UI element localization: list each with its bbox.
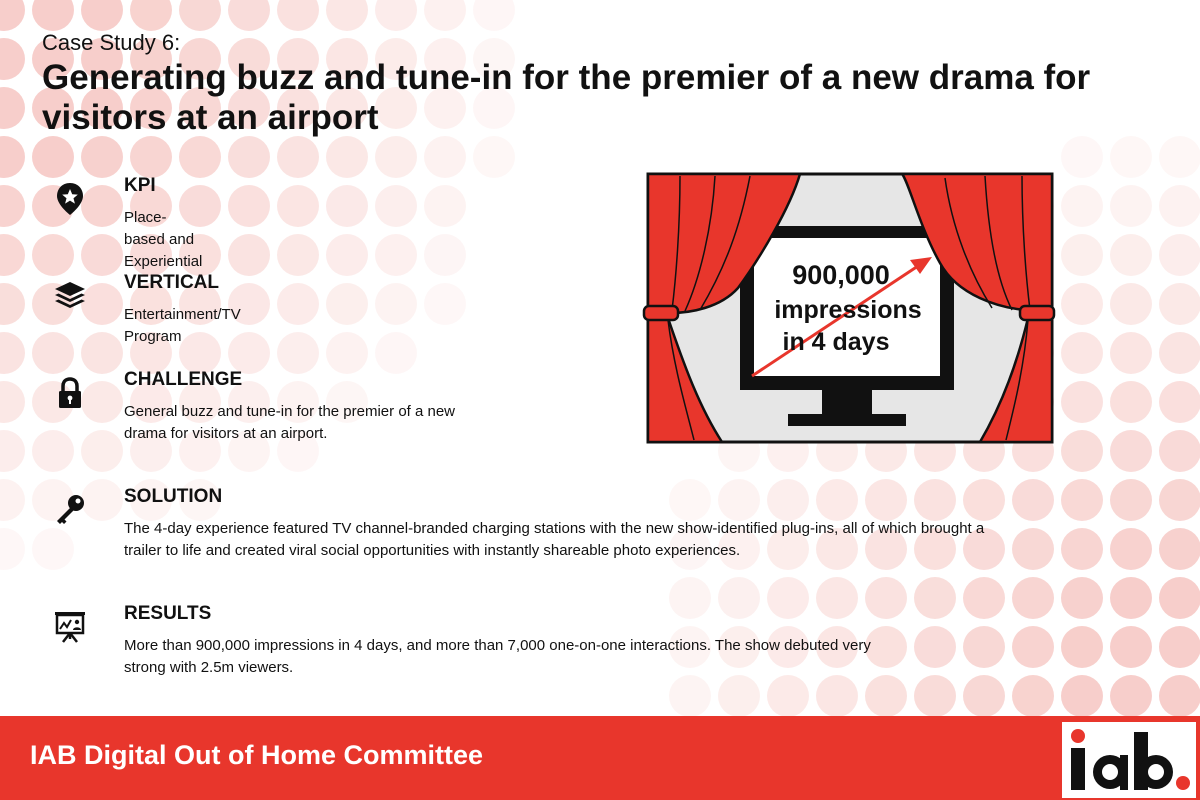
page-title: Generating buzz and tune-in for the premier of a new drama for visitors at an airport <box>42 58 1091 137</box>
section-heading: SOLUTION <box>124 486 223 507</box>
section-text: General buzz and tune-in for the premier of a new drama for visitors at an airport. <box>124 403 456 442</box>
iab-logo <box>1062 722 1196 798</box>
padlock-icon <box>52 375 88 411</box>
key-icon <box>52 492 88 528</box>
impressions-number: 900,000 <box>792 260 890 290</box>
section-text: Place-based and Experiential <box>124 209 203 270</box>
tv-with-curtains-icon <box>640 168 1060 448</box>
impressions-label: impressions <box>774 296 922 324</box>
section-text: Entertainment/TV Program <box>124 306 241 345</box>
committee-name: IAB Digital Out of Home Committee <box>30 740 484 770</box>
layers-icon <box>52 278 88 314</box>
section-heading: VERTICAL <box>124 272 219 293</box>
section-heading: KPI <box>124 175 156 196</box>
section-text: The 4-day experience featured TV channel-branded charging stations with the new show-identified plug-ins, all of which brought a trailer to life and created viral social opportunities with instantly shareable photo experiences. <box>124 520 985 559</box>
impressions-period: in 4 days <box>782 328 890 356</box>
case-study-label: Case Study 6: <box>42 30 181 55</box>
section-heading: RESULTS <box>124 603 212 624</box>
footer-bar <box>0 716 1200 800</box>
section-heading: CHALLENGE <box>124 369 243 390</box>
presentation-chart-icon <box>52 609 88 645</box>
section-text: More than 900,000 impressions in 4 days, and more than 7,000 one-on-one interactions. The show debuted very strong with 2.5m viewers. <box>124 637 871 676</box>
map-pin-star-icon <box>52 181 88 217</box>
